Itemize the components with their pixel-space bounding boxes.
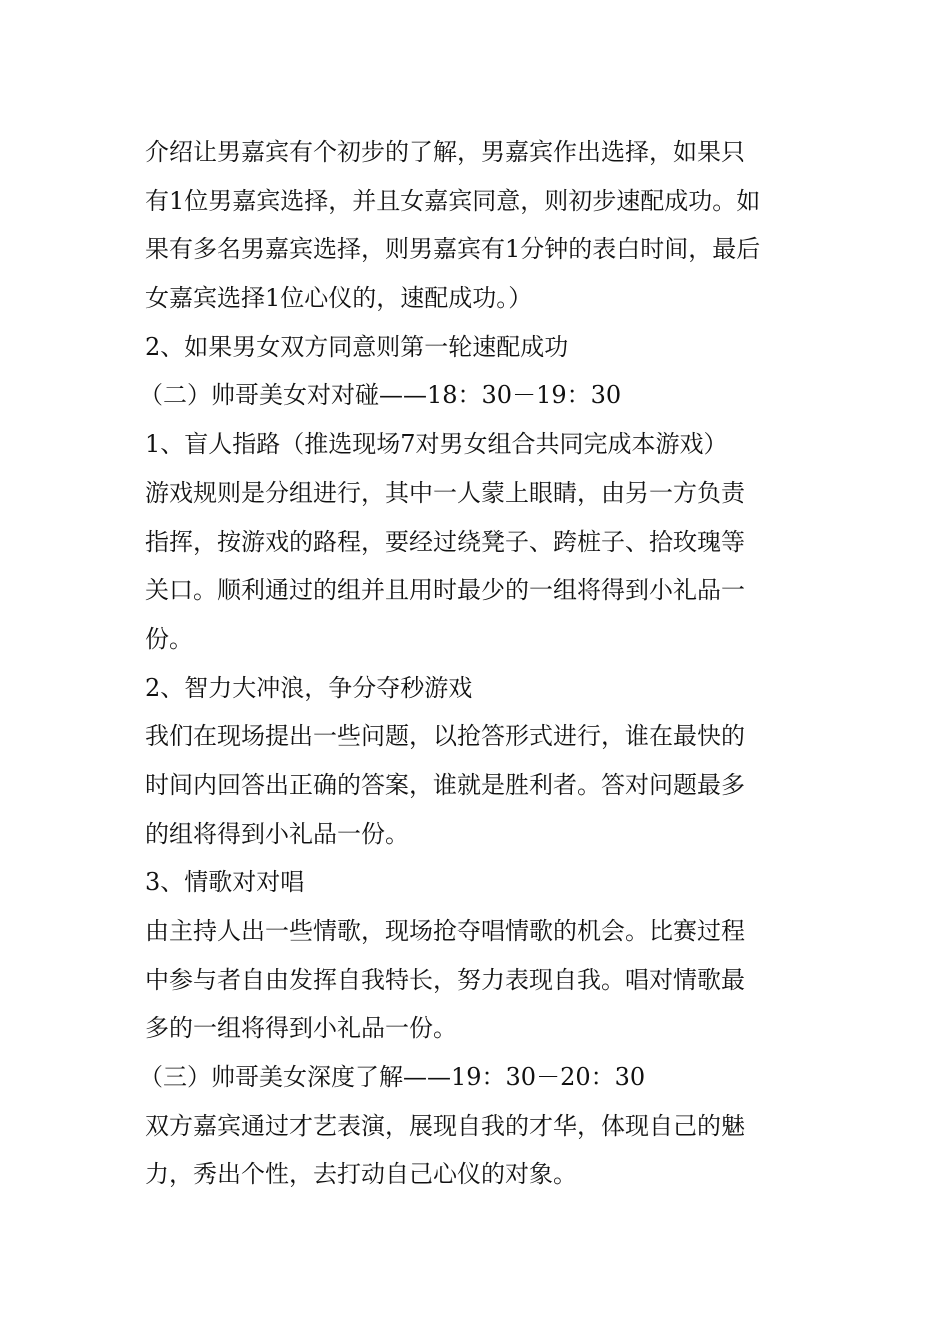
paragraph-line: 份。 (145, 624, 193, 653)
paragraph-line: 女嘉宾选择1位心仪的，速配成功。） (145, 284, 533, 313)
paragraph-line: 双方嘉宾通过才艺表演，展现自我的才华，体现自己的魅 (145, 1111, 745, 1140)
list-item-heading: 3、情歌对对唱 (145, 868, 305, 897)
paragraph-line: 中参与者自由发挥自我特长，努力表现自我。唱对情歌最 (145, 965, 745, 994)
list-item-heading: 1、盲人指路（推选现场7对男女组合共同完成本游戏） (145, 430, 728, 459)
list-item-heading: 2、如果男女双方同意则第一轮速配成功 (145, 332, 569, 361)
paragraph-line: 有1位男嘉宾选择，并且女嘉宾同意，则初步速配成功。如 (145, 186, 761, 215)
paragraph-line: 多的一组将得到小礼品一份。 (145, 1014, 457, 1043)
paragraph-line: 游戏规则是分组进行，其中一人蒙上眼睛，由另一方负责 (145, 478, 745, 507)
section-heading: （三）帅哥美女深度了解——19：30－20：30 (139, 1063, 646, 1092)
paragraph-line: 时间内回答出正确的答案，谁就是胜利者。答对问题最多 (145, 770, 745, 799)
paragraph-line: 介绍让男嘉宾有个初步的了解，男嘉宾作出选择，如果只 (145, 138, 745, 166)
paragraph-line: 的组将得到小礼品一份。 (145, 819, 409, 848)
section-heading: （二）帅哥美女对对碰——18：30－19：30 (139, 381, 622, 410)
paragraph-line: 关口。顺利通过的组并且用时最少的一组将得到小礼品一 (145, 576, 745, 605)
document-body (139, 128, 810, 1199)
paragraph-line: 指挥，按游戏的路程，要经过绕凳子、跨桩子、拾玫瑰等 (145, 527, 745, 556)
paragraph-line: 果有多名男嘉宾选择，则男嘉宾有1分钟的表白时间，最后 (145, 235, 761, 264)
paragraph-line: 我们在现场提出一些问题，以抢答形式进行，谁在最快的 (145, 722, 745, 751)
list-item-heading: 2、智力大冲浪，争分夺秒游戏 (145, 673, 473, 702)
paragraph-line: 力，秀出个性，去打动自己心仪的对象。 (145, 1160, 577, 1189)
paragraph-line: 由主持人出一些情歌，现场抢夺唱情歌的机会。比赛过程 (145, 917, 745, 945)
